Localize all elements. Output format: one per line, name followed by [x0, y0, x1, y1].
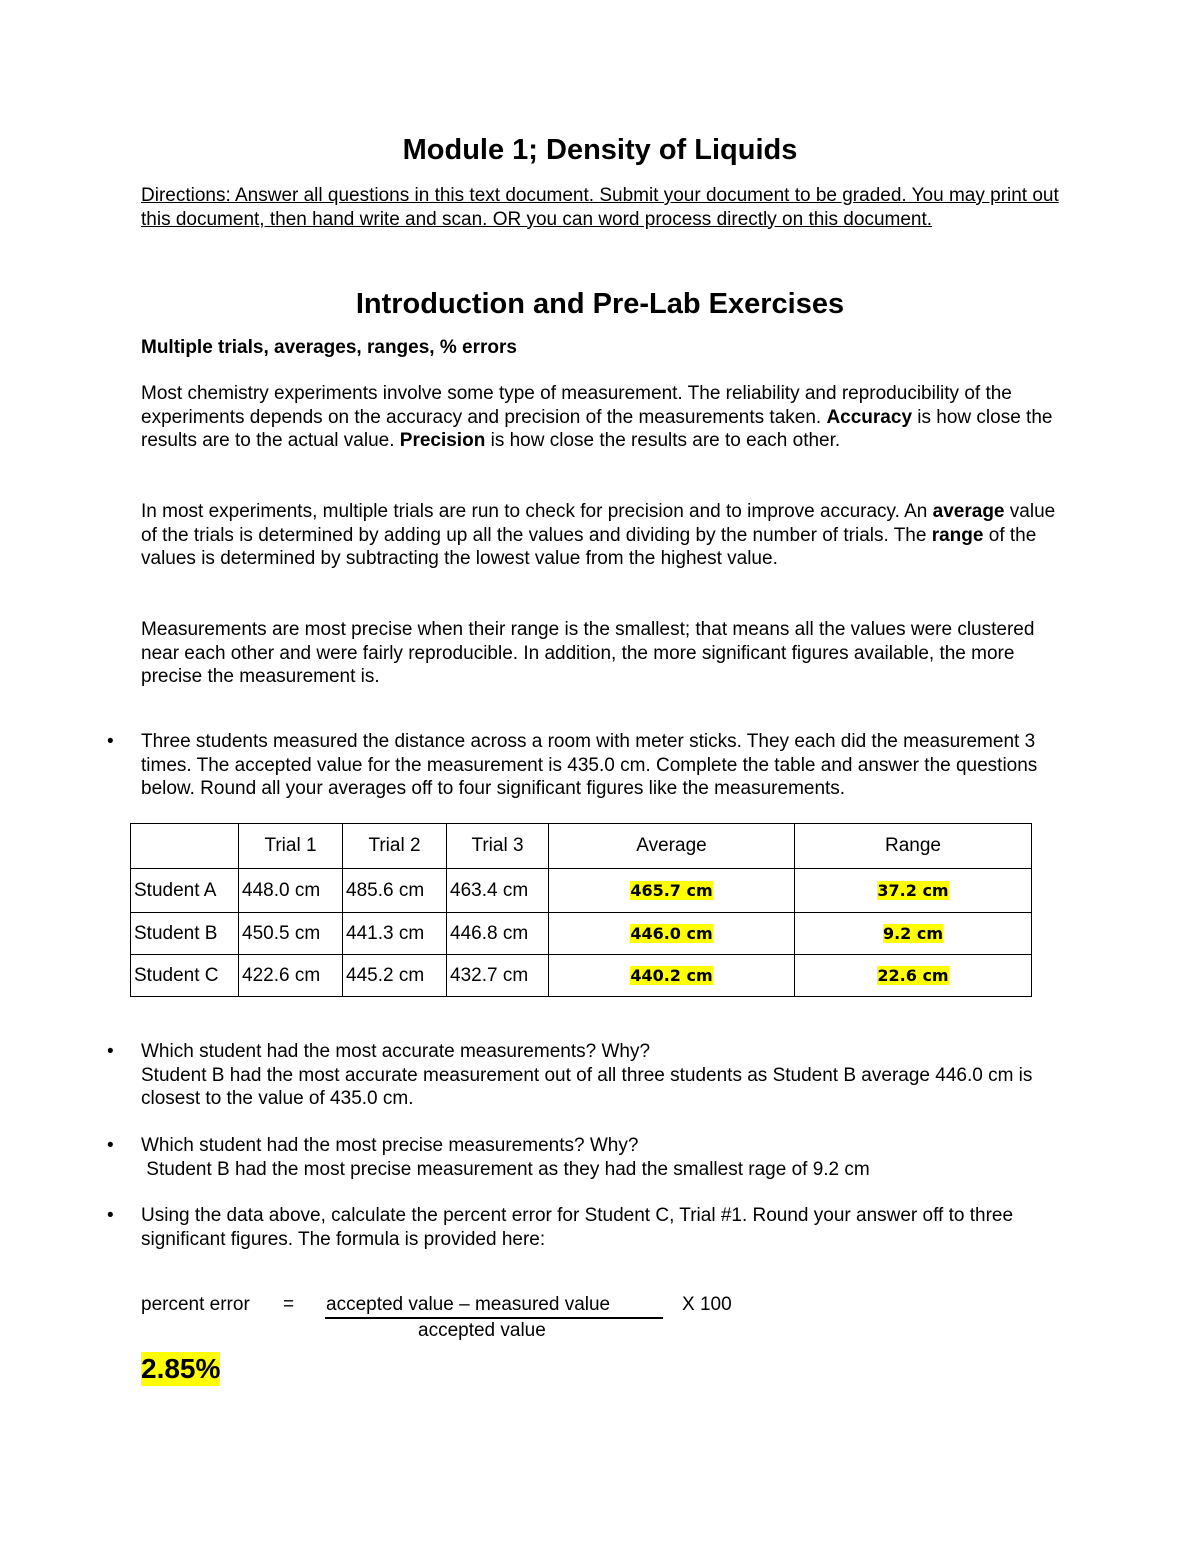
formula-equals: = — [283, 1294, 295, 1315]
term-average: average — [932, 501, 1005, 522]
trial-cell: 446.8 cm — [447, 913, 549, 955]
formula-denominator: accepted value — [418, 1320, 546, 1341]
trial-cell: 448.0 cm — [239, 869, 343, 913]
question-text: Which student had the most precise measurements? Why? — [141, 1135, 639, 1156]
average-value: 465.7 cm — [630, 880, 713, 900]
term-range: range — [931, 524, 984, 546]
formula-numerator: accepted value – measured value — [325, 1293, 663, 1319]
formula-label: percent error — [141, 1294, 250, 1315]
answer-text: Student B had the most precise measurement as they had the smallest rage of 9.2 cm — [141, 1158, 870, 1180]
question-accuracy — [141, 1040, 1086, 1111]
paragraph-average-range: In most experiments, multiple trials are run to check for precision and to improve accuracy. An average value of the trials is determined by adding up all the values and dividing by the number of trials. The range of the values is determined by subtracting the lowest value from the highest value. — [141, 501, 1056, 569]
average-cell — [549, 913, 795, 955]
subheading: Multiple trials, averages, ranges, % errors — [141, 337, 517, 358]
table-header-cell: Trial 3 — [447, 824, 549, 869]
section-heading: Introduction and Pre-Lab Exercises — [355, 288, 845, 320]
trial-cell: 450.5 cm — [239, 913, 343, 955]
table-header-row — [131, 824, 1032, 869]
measurement-table — [130, 823, 1032, 997]
trial-cell: 441.3 cm — [343, 913, 447, 955]
range-value: 22.6 cm — [877, 965, 949, 985]
table-header-cell — [131, 824, 239, 869]
answer-text: Student B had the most accurate measurement out of all three students as Student B average 446.0 cm is closest to the value of 435.0 cm. — [141, 1064, 1033, 1109]
directions-text: Directions: Answer all questions in this text document. Submit your document to be graded. You may print out this document, then hand write and scan. OR you can word process directly on this document. — [141, 185, 1059, 230]
table-row — [131, 913, 1032, 955]
trial-cell: 422.6 cm — [239, 955, 343, 997]
table-header-cell: Trial 1 — [239, 824, 343, 869]
bullet-marker: • — [107, 1135, 114, 1156]
range-cell — [795, 913, 1032, 955]
table-row — [131, 869, 1032, 913]
range-value: 37.2 cm — [877, 880, 949, 900]
bullet-problem-statement: Three students measured the distance across a room with meter sticks. They each did the measurement 3 times. The accepted value for the measurement is 435.0 cm. Complete the table and answer the questions below. Round all your averages off to four significant figures like the measurements. — [141, 731, 1038, 799]
question-percent-error: Using the data above, calculate the percent error for Student C, Trial #1. Round your answer off to three significant figures. The formula is provided here: — [141, 1205, 1014, 1250]
page-title: Module 1; Density of Liquids — [402, 134, 798, 166]
trial-cell: 432.7 cm — [447, 955, 549, 997]
student-name-cell: Student C — [131, 955, 239, 997]
paragraph-precision: Measurements are most precise when their range is the smallest; that means all the values were clustered near each other and were fairly reproducible. In addition, the more significant figures available, the more precise the measurement is. — [141, 619, 1035, 687]
question-precision — [141, 1134, 1086, 1181]
bullet-marker: • — [107, 731, 114, 752]
range-value: 9.2 cm — [882, 923, 944, 943]
term-precision: Precision — [399, 430, 486, 451]
table-header-cell: Trial 2 — [343, 824, 447, 869]
bullet-marker: • — [107, 1205, 114, 1226]
average-cell — [549, 955, 795, 997]
trial-cell: 463.4 cm — [447, 869, 549, 913]
trial-cell: 485.6 cm — [343, 869, 447, 913]
percent-error-answer: 2.85% — [141, 1353, 221, 1384]
trial-cell: 445.2 cm — [343, 955, 447, 997]
student-name-cell: Student B — [131, 913, 239, 955]
formula-multiplier: X 100 — [682, 1294, 732, 1315]
student-name-cell: Student A — [131, 869, 239, 913]
average-cell — [549, 869, 795, 913]
question-text: Which student had the most accurate measurements? Why? — [141, 1041, 651, 1062]
paragraph-accuracy-precision: Most chemistry experiments involve some type of measurement. The reliability and reproducibility of the experiments depends on the accuracy and precision of the measurements taken. Accuracy is how close the results are to the actual value. Precision is how close the results are to each other. — [141, 383, 1053, 451]
range-cell — [795, 869, 1032, 913]
average-value: 446.0 cm — [630, 923, 713, 943]
table-header-cell: Average — [549, 824, 795, 869]
bullet-marker: • — [107, 1041, 114, 1062]
range-cell — [795, 955, 1032, 997]
term-accuracy: Accuracy — [826, 406, 913, 428]
average-value: 440.2 cm — [630, 965, 713, 985]
table-row — [131, 955, 1032, 997]
table-header-cell: Range — [795, 824, 1032, 869]
